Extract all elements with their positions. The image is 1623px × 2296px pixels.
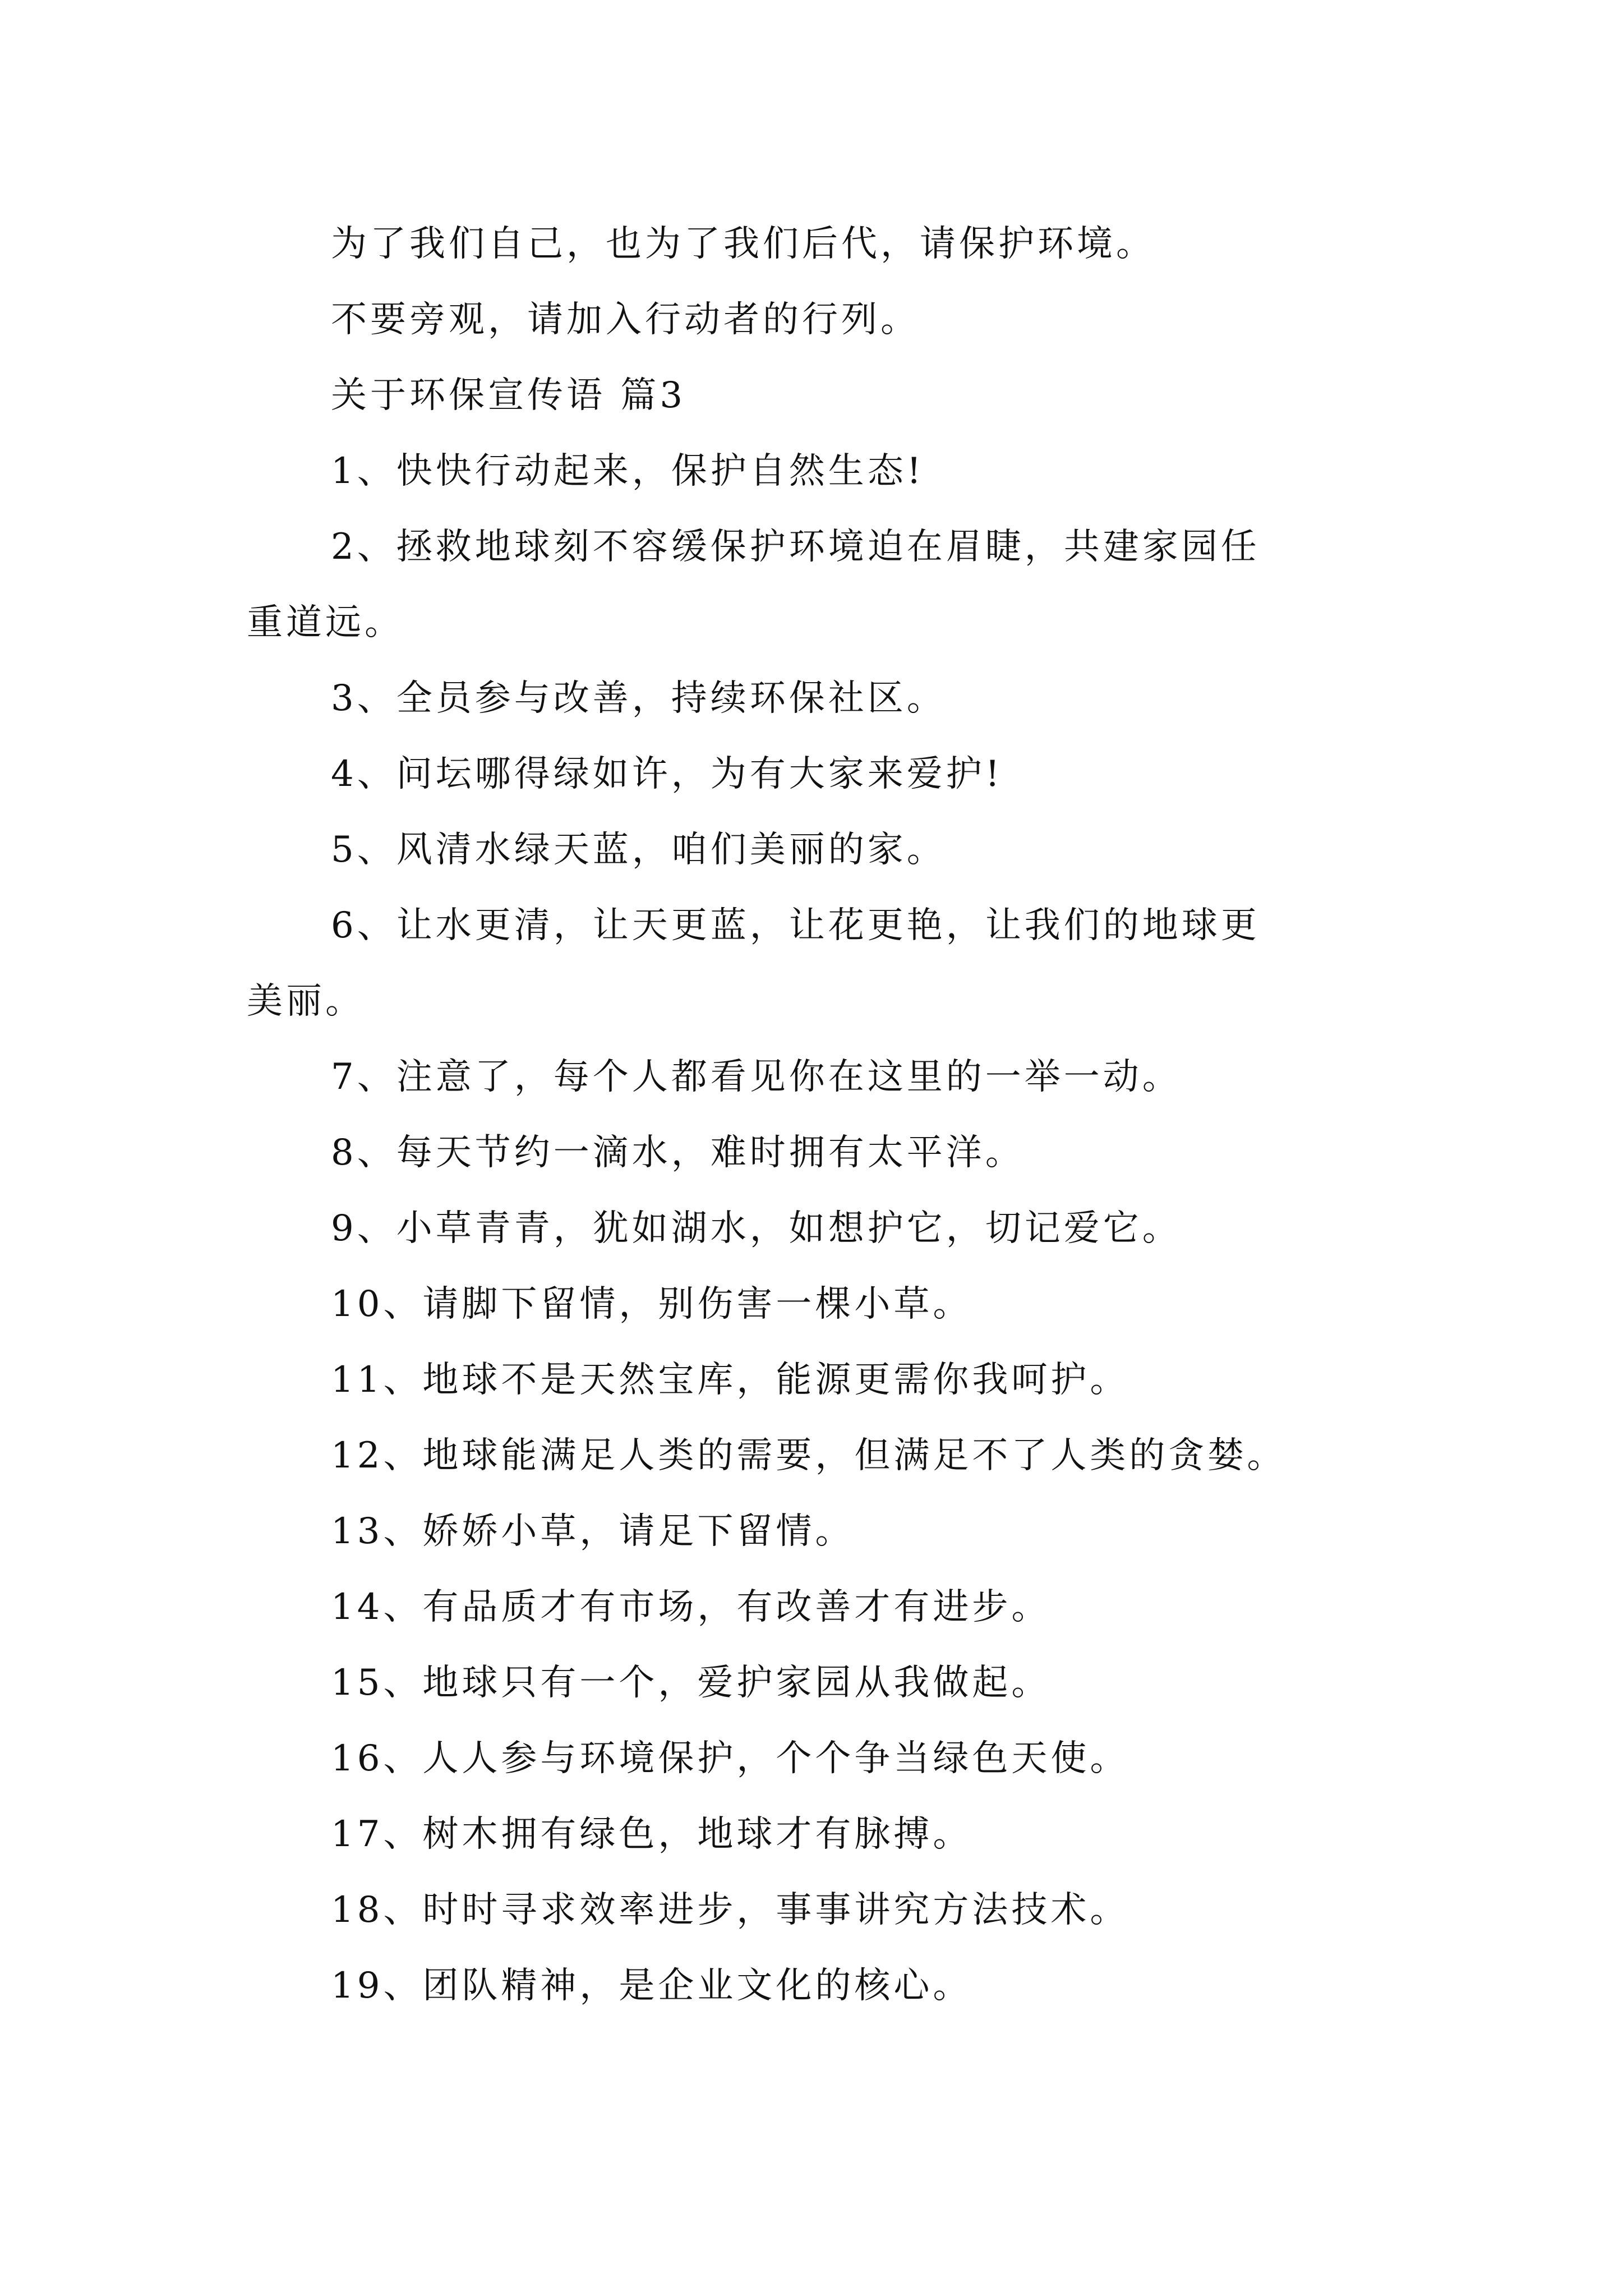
list-item: 18、时时寻求效率进步，事事讲究方法技术。 bbox=[331, 1889, 1129, 1931]
list-item: 19、团队精神，是企业文化的核心。 bbox=[331, 1965, 972, 2007]
list-item: 15、地球只有一个，爱护家园从我做起。 bbox=[331, 1662, 1051, 1704]
list-item: 17、树木拥有绿色，地球才有脉搏。 bbox=[331, 1814, 972, 1855]
list-item: 6、让水更清，让天更蓝，让花更艳，让我们的地球更 bbox=[331, 905, 1260, 946]
list-item-continuation: 美丽。 bbox=[247, 981, 365, 1022]
list-item: 2、拯救地球刻不容缓保护环境迫在眉睫，共建家园任 bbox=[331, 526, 1260, 568]
list-item: 5、风清水绿天蓝，咱们美丽的家。 bbox=[331, 829, 946, 871]
section-heading: 关于环保宣传语 篇3 bbox=[331, 375, 686, 416]
list-item: 10、请脚下留情，别伤害一棵小草。 bbox=[331, 1283, 972, 1325]
paragraph-line: 不要旁观，请加入行动者的行列。 bbox=[331, 299, 920, 341]
list-item: 16、人人参与环境保护，个个争当绿色天使。 bbox=[331, 1738, 1129, 1779]
list-item: 4、问坛哪得绿如许，为有大家来爱护! bbox=[331, 753, 1003, 795]
paragraph-line: 为了我们自己，也为了我们后代，请保护环境。 bbox=[331, 223, 1155, 265]
list-item: 8、每天节约一滴水，难时拥有太平洋。 bbox=[331, 1132, 1025, 1174]
list-item: 14、有品质才有市场，有改善才有进步。 bbox=[331, 1586, 1051, 1628]
list-item-continuation: 重道远。 bbox=[247, 602, 404, 643]
list-item: 1、快快行动起来，保护自然生态! bbox=[331, 450, 925, 492]
list-item: 12、地球能满足人类的需要，但满足不了人类的贪婪。 bbox=[331, 1435, 1287, 1476]
list-item: 7、注意了，每个人都看见你在这里的一举一动。 bbox=[331, 1056, 1182, 1098]
list-item: 13、娇娇小草，请足下留情。 bbox=[331, 1511, 855, 1552]
list-item: 3、全员参与改善，持续环保社区。 bbox=[331, 678, 946, 719]
list-item: 9、小草青青，犹如湖水，如想护它，切记爱它。 bbox=[331, 1208, 1182, 1249]
list-item: 11、地球不是天然宝库，能源更需你我呵护。 bbox=[331, 1359, 1129, 1401]
